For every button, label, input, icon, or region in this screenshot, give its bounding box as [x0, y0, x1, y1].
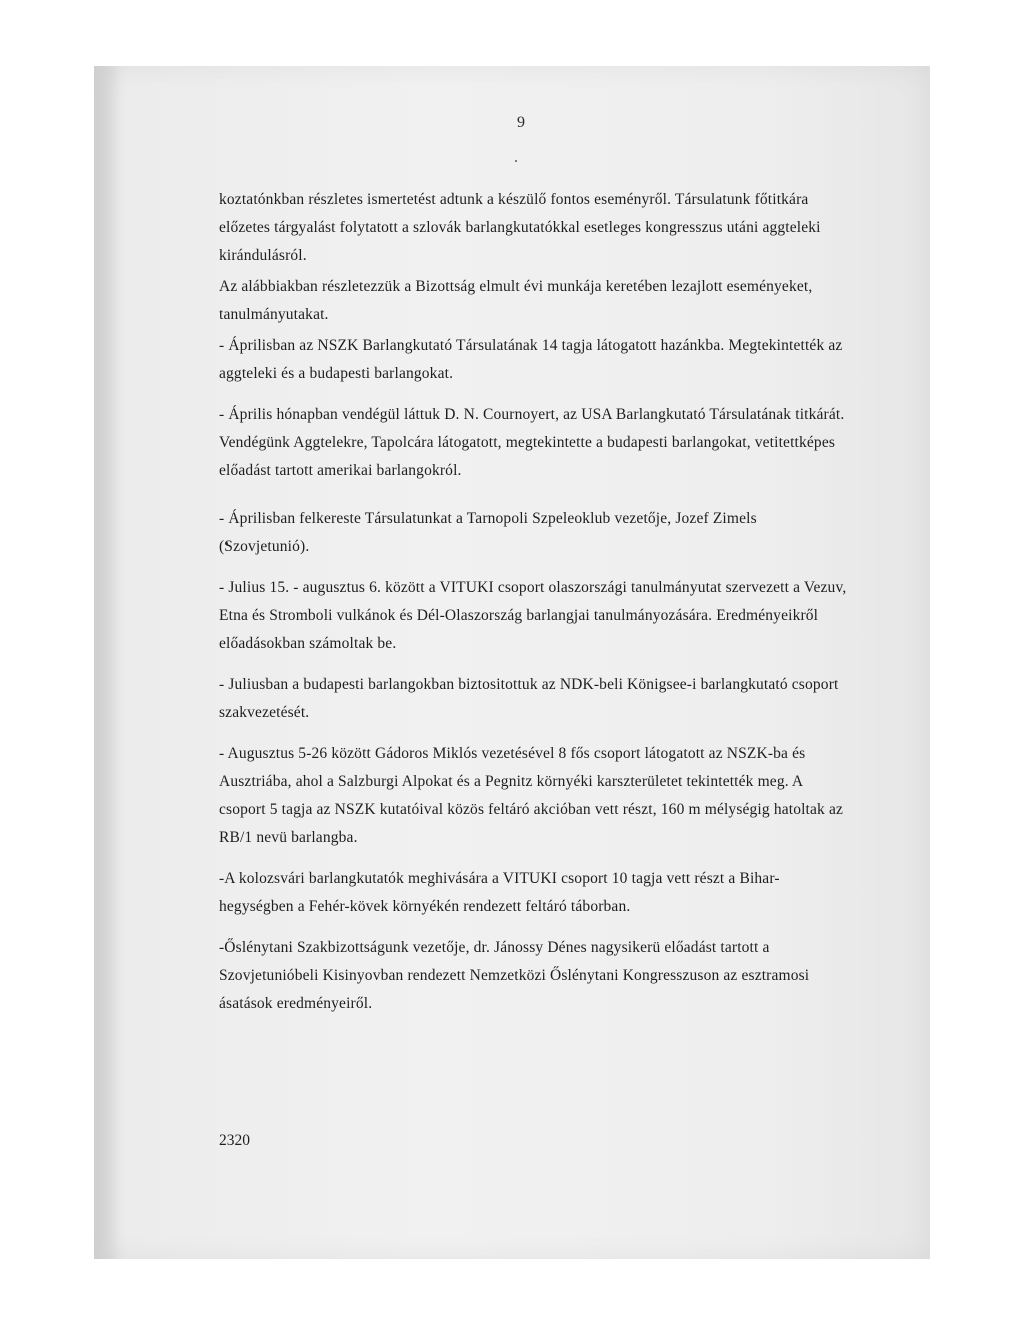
paragraph-intro: koztatónkban részletes ismertetést adtunk a készülő fontos eseményről. Társulatunk főtitkára előzetes tárgyalást folytatott a szlovák barlangkutatókkal esetleges kongresszus utáni aggteleki kirándulásról. — [219, 191, 821, 264]
paragraph-summary: Az alábbiakban részletezzük a Bizottság elmult évi munkája keretében lezajlott eseményeket, tanulmányutakat. — [219, 278, 813, 323]
footer-document-code: 2320 — [219, 1132, 250, 1149]
paragraph-july-ndk-group: - Juliusban a budapesti barlangokban biztositottuk az NDK-beli Königsee-i barlangkutató csoport szakvezetését. — [219, 676, 839, 721]
paragraph-paleontology-congress: -Őslénytani Szakbizottságunk vezetője, dr. Jánossy Dénes nagysikerü előadást tartott a Szovjetunióbeli Kisinyovban rendezett Nemzetközi Őslénytani Kongresszuson az esztramosi ásatások eredményeiről. — [219, 939, 810, 1012]
ink-speck — [515, 160, 517, 162]
paragraph-april-nszk-visit: - Áprilisban az NSZK Barlangkutató Társulatának 14 tagja látogatott hazánkba. Megtekintették az aggteleki és a budapesti barlangokat. — [219, 337, 843, 382]
paragraph-kolozsvar-camp: -A kolozsvári barlangkutatók meghivására a VITUKI csoport 10 tagja vett részt a Bihar-hegységben a Fehér-kövek környékén rendezett feltáró táborban. — [219, 870, 780, 915]
paragraph-april-tarnopol-club: - Áprilisban felkereste Társulatunkat a Tarnopoli Szpeleoklub vezetője, Jozef Zimels (Szovjetunió). — [219, 510, 757, 555]
paragraph-april-usa-guest: - Április hónapban vendégül láttuk D. N. Cournoyert, az USA Barlangkutató Társulatának titkárát. Vendégünk Aggtelekre, Tapolcára látogatott, megtekintette a budapesti barlangokat, vetitettképes előadást tartott amerikai barlangokról. — [219, 406, 845, 479]
page-number: 9 — [517, 114, 525, 131]
document-body — [219, 186, 849, 1018]
paragraph-july-italy-trip: - Julius 15. - augusztus 6. között a VITUKI csoport olaszországi tanulmányutat szervezett a Vezuv, Etna és Stromboli vulkánok és Dél-Olaszország barlangjai tanulmányozására. Eredményeikről előadásokban számoltak be. — [219, 579, 847, 652]
page-shadow-edge — [94, 66, 120, 1259]
paragraph-august-nszk-austria: - Augusztus 5-26 között Gádoros Miklós vezetésével 8 fős csoport látogatott az NSZK-ba és Ausztriába, ahol a Salzburgi Alpokat és a Pegnitz környéki karszterületet tekintették meg. A csoport 5 tagja az NSZK kutatóival közös feltáró akcióban vett részt, 160 m mélységig hatoltak az RB/1 nevü barlangba. — [219, 745, 844, 846]
